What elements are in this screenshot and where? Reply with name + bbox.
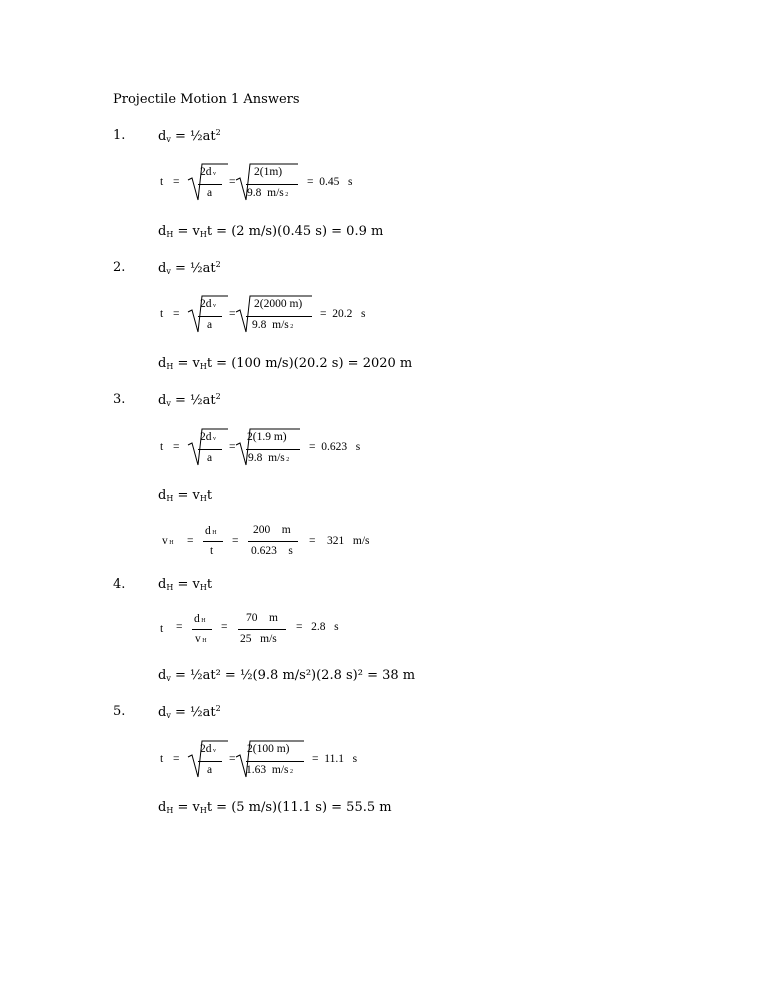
equation-line: $d_H = v_Ht$: [158, 577, 213, 592]
fraction-bar: [238, 629, 286, 630]
fraction-bar: [198, 449, 222, 450]
fraction-bar: [192, 629, 212, 630]
radical-denominator: 1.63 m/s 2: [246, 764, 293, 776]
radical-denominator: a: [207, 452, 213, 464]
fraction-bar: [248, 541, 298, 542]
equals-sign: =: [173, 753, 180, 765]
equation-line: $d_v$ = $\frac{1}{2}at^2$: [158, 128, 221, 144]
equals-sign: =: [229, 176, 236, 188]
problem-number: 2.: [113, 260, 126, 275]
equation-line: $d_H = v_Ht = (100$ m/s)(20.2 s) = 2020 m: [158, 356, 413, 371]
equals-sign: =: [229, 441, 236, 453]
equation-line: $d_H = v_Ht = (5$ m/s)(11.1 s) = 55.5 m: [158, 800, 392, 815]
result: = 20.2 s: [320, 308, 366, 320]
equals-sign: =: [232, 535, 239, 547]
problem-number: 1.: [113, 128, 126, 143]
fraction-bar: [246, 449, 300, 450]
radical-denominator: 9.8 m/s 2: [252, 319, 294, 331]
problem-number: 3.: [113, 392, 126, 407]
t-label: t: [160, 623, 164, 635]
fraction-bar: [198, 316, 222, 317]
equation-line: $d_v$ = $\frac{1}{2}at^2$: [158, 392, 221, 408]
radical-numerator: 2d v: [200, 431, 216, 443]
equation-line: $d_H = v_Ht = (2$ m/s)(0.45 s) = 0.9 m: [158, 224, 384, 239]
fraction-numerator: 200 m: [253, 524, 291, 536]
t-label: t: [160, 308, 164, 320]
t-label: t: [160, 753, 164, 765]
equals-sign: =: [221, 621, 228, 633]
fraction-denominator: v H: [195, 633, 207, 645]
equals-sign: =: [173, 441, 180, 453]
equation-line: $d_v$ = $\frac{1}{2}at^2$: [158, 704, 221, 720]
problem-number: 5.: [113, 704, 126, 719]
equation-line: $d_H = v_Ht$: [158, 488, 213, 503]
fraction-denominator: 25 m/s: [240, 633, 277, 645]
fraction-denominator: t: [210, 545, 214, 557]
t-label: t: [160, 176, 164, 188]
radical-numerator: 2d v: [200, 298, 216, 310]
t-label: t: [160, 441, 164, 453]
equation-line: $d_v$ = $\frac{1}{2}at^2$: [158, 260, 221, 276]
fraction-numerator: 70 m: [246, 612, 278, 624]
fraction-numerator: d H: [205, 525, 217, 537]
result: = 2.8 s: [296, 621, 339, 633]
radical-numerator: 2(1.9 m): [247, 431, 287, 443]
fraction-bar: [198, 184, 222, 185]
vh-label: v H: [162, 535, 174, 547]
radical-numerator: 2(1m): [254, 166, 283, 178]
fraction-bar: [203, 541, 223, 542]
result: = 321 m/s: [309, 535, 370, 547]
page-title: Projectile Motion 1 Answers: [113, 92, 300, 107]
result: = 0.45 s: [307, 176, 353, 188]
fraction-bar: [246, 316, 312, 317]
radical-numerator: 2(100 m): [247, 743, 290, 755]
equals-sign: =: [173, 308, 180, 320]
equals-sign: =: [229, 308, 236, 320]
equals-sign: =: [173, 176, 180, 188]
radical-numerator: 2(2000 m): [254, 298, 303, 310]
fraction-numerator: d H: [194, 613, 206, 625]
radical-numerator: 2d v: [200, 166, 216, 178]
radical-denominator: a: [207, 187, 213, 199]
result: = 11.1 s: [312, 753, 358, 765]
radical-denominator: 9.8 m/s 2: [248, 452, 290, 464]
radical-denominator: 9.8 m/s 2: [247, 187, 289, 199]
radical-numerator: 2d v: [200, 743, 216, 755]
fraction-bar: [198, 761, 222, 762]
fraction-bar: [246, 184, 298, 185]
result: = 0.623 s: [309, 441, 361, 453]
radical-denominator: a: [207, 764, 213, 776]
radical-denominator: a: [207, 319, 213, 331]
fraction-denominator: 0.623 s: [251, 545, 293, 557]
fraction-bar: [246, 761, 304, 762]
equation-line: $d_v$ = ½at² = ½(9.8 m/s²)(2.8 s)² = 38 m: [158, 668, 416, 683]
equals-sign: =: [187, 535, 194, 547]
equals-sign: =: [176, 621, 183, 633]
problem-number: 4.: [113, 577, 126, 592]
equals-sign: =: [229, 753, 236, 765]
